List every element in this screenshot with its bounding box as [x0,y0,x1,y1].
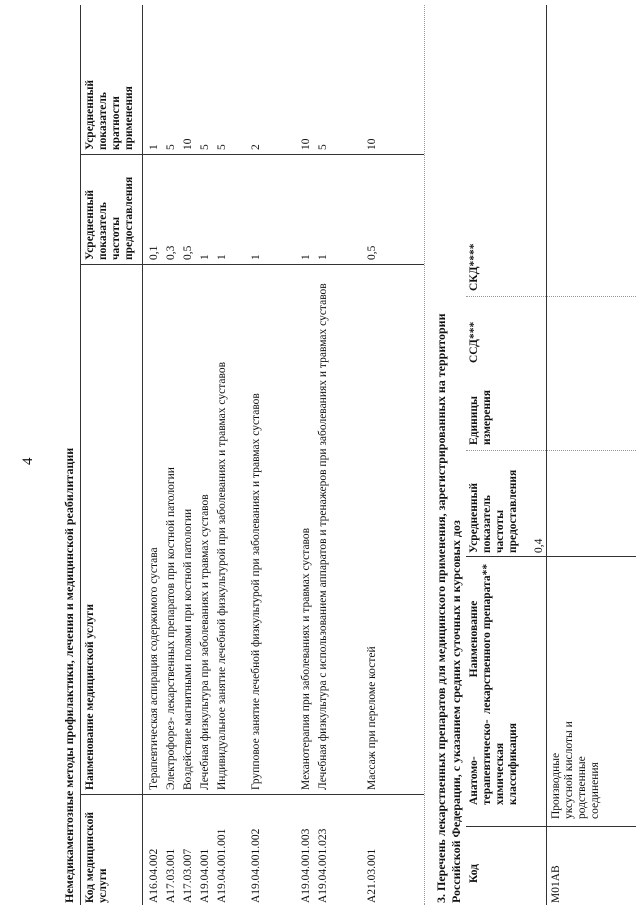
table2-col-divider-3 [466,450,636,451]
t1-row8-name: Лечебная физкультура с использованием аппаратов и тренажеров при заболеваниях и травмах суставов [317,283,329,790]
t1-row3-name: Воздействие магнитными полями при костной патологии [182,508,194,790]
t1-row1-multiplicity: 1 [148,144,160,150]
table1-top-border [80,5,81,905]
t1-row6-multiplicity: 2 [250,144,262,150]
t1-row1-frequency: 0,1 [148,245,160,260]
t1-row9-code: A21.03.001 [366,848,378,903]
table2-col-divider-1 [466,826,636,827]
t1-row5-multiplicity: 5 [216,144,228,150]
table1-bottom-border [424,5,425,905]
t1-row5-frequency: 1 [216,254,228,260]
t1-row7-frequency: 1 [300,254,312,260]
table1-col-divider-3 [80,154,424,155]
t2-row1-code: M01AB [550,865,562,903]
t1-row7-name: Механотерапия при заболеваниях и травмах суставов [300,527,312,790]
t2-header-unit: Единицы измерения [468,390,493,445]
t1-row2-code: A17.03.001 [165,848,177,903]
t1-row4-code: A19.04.001 [199,848,211,903]
t1-row4-multiplicity: 5 [199,144,211,150]
table2-header-border [546,5,547,905]
table2-col-divider-2 [466,556,636,557]
t1-row7-multiplicity: 10 [300,138,312,150]
section2-title: Немедикаментозные методы профилактики, лечения и медицинской реабилитации [62,447,76,903]
t1-row1-code: A16.04.002 [148,848,160,903]
section3-title-line1: 3. Перечень лекарственных препаратов для медицинского применения, зарегистрированных на территории [434,313,448,903]
t1-row1-name: Терапевтическая аспирация содержимого сустава [148,547,160,790]
table1-col-divider-1 [80,794,424,795]
t1-header-code: Код медицинской услуги [84,812,109,903]
t1-row7-code: A19.04.001.003 [300,828,312,903]
t1-row8-code: A19.04.001.023 [317,828,329,903]
t1-row3-code: A17.03.007 [182,848,194,903]
t1-row4-frequency: 1 [199,254,211,260]
page-number: 4 [20,457,36,465]
t1-row9-name: Массаж при переломе костей [366,646,378,790]
t2-header-drug-name: Наименование лекарственного препарата** [468,563,493,715]
table1-header-border [142,5,143,905]
t1-row2-name: Электрофорез- лекарственных препаратов при костной патологии [165,467,177,790]
t1-header-frequency: Усредненный показатель частоты предоставления [84,176,135,260]
t1-header-multiplicity: Усредненный показатель кратности применения [84,79,135,150]
t1-row9-multiplicity: 10 [366,138,378,150]
t1-row6-name: Групповое занятие лечебной физкультурой при заболеваниях и травмах суставов [250,393,262,790]
t2-header-skd: СКД**** [468,243,480,291]
t1-row6-frequency: 1 [250,254,262,260]
t1-row6-code: A19.04.001.002 [250,828,262,903]
t1-row3-frequency: 0,5 [182,245,194,260]
t2-header-code: Код [468,863,480,883]
t1-row2-frequency: 0,3 [165,245,177,260]
t1-row8-multiplicity: 5 [317,144,329,150]
t1-header-name: Наименование медицинской услуги [84,603,96,790]
t1-row5-name: Индивидуальное занятие лечебной физкультурой при заболеваниях и травмах суставов [216,361,228,790]
t1-row2-multiplicity: 5 [165,144,177,150]
t2-header-frequency: Усредненный показатель частоты предоставления [468,469,519,553]
t1-row9-frequency: 0,5 [366,245,378,260]
t2-row1-frequency: 0,4 [533,538,545,553]
t2-row1-atc: Производные уксусной кислоты и родственные соединения [550,721,601,819]
t1-row5-code: A19.04.001.001 [216,828,228,903]
t1-row4-name: Лечебная физкультура при заболеваниях и травмах суставов [199,494,211,790]
t1-row8-frequency: 1 [317,254,329,260]
t2-header-atc: Анатомо-терапевтическо-химическая классификация [468,719,519,805]
table1-col-divider-2 [80,264,424,265]
section3-title-line2: Российской Федерации, с указанием средних суточных и курсовых доз [449,520,463,903]
table2-col-divider-4 [466,296,636,297]
t2-header-ssd: ССД*** [468,321,480,363]
t1-row3-multiplicity: 10 [182,138,194,150]
